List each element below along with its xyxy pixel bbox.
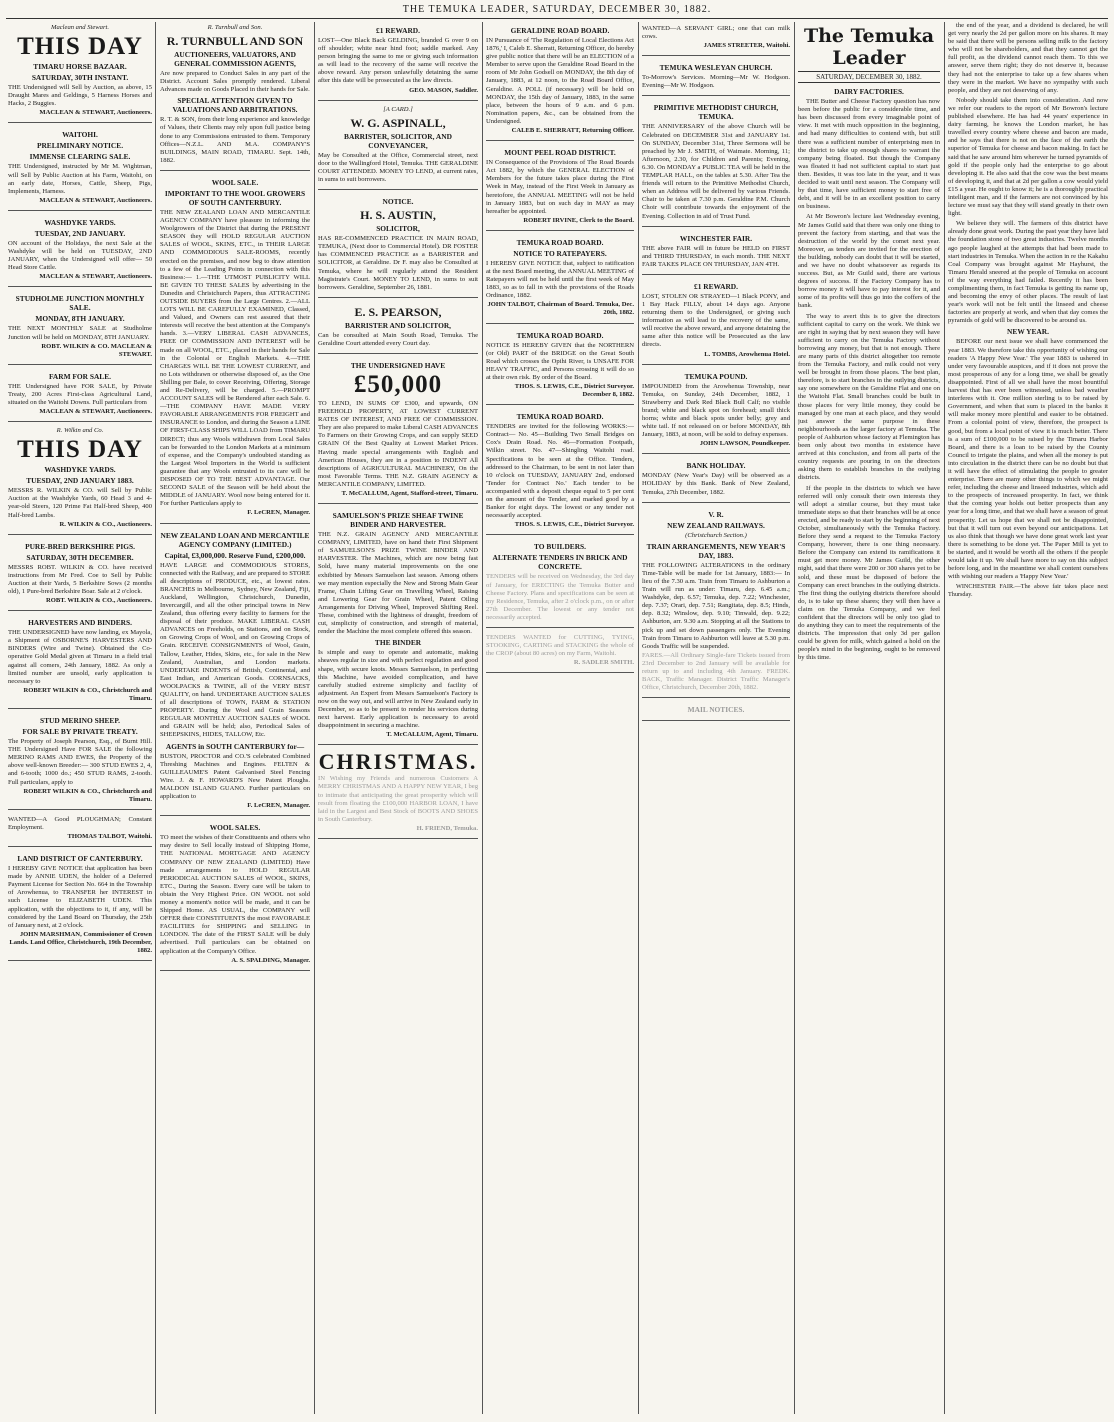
ad-body: Are now prepared to Conduct Sales in any part of the District. Account Sales promptly rendered. Liberal Advances made on Goods Placed in their hands for Sale.: [160, 70, 310, 94]
column-divider: [638, 22, 639, 1414]
ad-header: NOTICE.: [382, 197, 414, 207]
ad-land-district: [8, 850, 152, 961]
ad-headline: WASHDYKE YARDS.: [44, 217, 116, 227]
ad-headline: GERALDINE ROAD BOARD.: [510, 26, 610, 35]
column-5: [642, 22, 790, 1414]
ad-pearson: [318, 301, 478, 354]
ad-subhead: Capital, £3,000,000. Reserve Fund, £200,000.: [164, 550, 306, 560]
ad-body: The Property of Joseph Pearson, Esq., of Burnt Hill. THE Undersigned Have FOR SALE the following MERINO RAMS AND EWES, the Property of the above well-known Breeder:— 300 STUD EWES 2, 4, and 6-tooth; 1000 do.; 450 STUD RAMS, 2-tooth. Full particulars, apply to: [8, 738, 152, 786]
article-paragraph: Nobody should take them into consideration. And now we refer our readers to the report of Mr Bowron's lecture published elsewhere. He has had 44 years' experience in dairy farming, he knows the London market, he has travelled every country where cheese and bacon are made, and he says that there is not on the face of the earth the superior of Temuka for cheese and bacon making. In fact he said that he saw around him wherever he turned pyramids of gold if the people only had the enterprise to go about developing it. He also said that the cow was the best means of developing it, and that at 2d per gallon a cow would yield £15 a year. He ought to know it; he is a thoroughly practical intelligent man, and if the farmers are not convinced by his lecture we must say that they will stand greatly in their own light.: [948, 96, 1108, 218]
ad-subhead: NOTICE TO RATEPAYERS.: [513, 248, 607, 258]
ad-date: SATURDAY, 30TH INSTANT.: [31, 73, 129, 83]
ad-signature: JOHN LAWSON, Poundkeeper.: [699, 440, 790, 448]
ad-body: THE NEXT MONTHLY SALE at Studholme Junction will be held on MONDAY, 8TH JANUARY.: [8, 325, 152, 341]
ad-body: Can be consulted at Main South Road, Temuka. The Geraldine Court attended every Court day.: [318, 331, 478, 347]
column-6-editorial: [798, 22, 940, 1414]
ad-geraldine-road-board: [486, 22, 634, 141]
ad-headline: WAITOHI.: [62, 130, 98, 140]
masthead-rule: [6, 18, 1108, 19]
ad-body: IMPOUNDED from the Arowhenua Township, near Temuka, on Sunday, 24th December, 1882, 1 Strawberry and Dark Red Black Bull Calf; no visible brand; white and black spot on forehead; small thick horns; white and black spots under belly; grey and white tail. If not released on or before MONDAY, 8th January, 1883, at noon, will be sold to defray expenses.: [642, 382, 790, 439]
ad-signature: MACLEAN & STEWART, Auctioneers.: [39, 273, 152, 281]
ad-body: THE UNDERSIGNED have now landing, ex Mayola, a Shipment of OSBORNE'S HARVESTERS AND BINDERS (Wire and Twine). Obtained the Co-operative Gold Medal given at Timaru in a field trial against all comers, 24th January, 1882. As only a limited number are unsold, early application is necessary to: [8, 629, 152, 685]
ad-subhead: AGENTS in SOUTH CANTERBURY for—: [165, 741, 305, 751]
column-divider: [482, 22, 483, 1414]
ad-body: May be Consulted at the Office, Commercial street, next door to the Wallingford Hotel, Temuka. THE GERALDINE COURT ATTENDED. MONEY TO LEND, at current rates, in sums to suit borrowers.: [318, 151, 478, 184]
ad-signature: MACLEAN & STEWART, Auctioneers.: [39, 196, 152, 204]
ad-body: THE Undersigned, instructed by Mr M. Wightman, will Sell by Public Auction at his Farm, Waitohi, on an early date, Horses, Cattle, Sheep, Pigs, Implements, Harness.: [8, 163, 152, 195]
ad-headline: LAND DISTRICT OF CANTERBURY.: [17, 854, 143, 864]
ad-harvesters: [8, 614, 152, 709]
ad-headline: TEMUKA WESLEYAN CHURCH.: [659, 63, 773, 73]
article-paragraph: the end of the year, and a dividend is declared, he will get very nearly the 2d per gallon more on his shares. It may be said that there will be persons selling milk to the factory who will not be shareholders, and that they cannot get the full profit, as the dividend cannot reach them. To this we answer, serve them right; they do not deserve it, because they had not the enterprise to take up a few shares when they were in the market. We have no sympathy with such people, and they are not deserving of any.: [948, 22, 1108, 94]
ad-headline: THIS DAY: [17, 33, 143, 61]
ad-body: MESSRS R. WILKIN & CO. will Sell by Public Auction at the Washdyke Yards, 60 Head 3 and 4-year-old Steers, 120 Prime Fat Half-bred Sheep, 400 Half-bred Lambs.: [8, 487, 152, 519]
ad-body: TENDERS are invited for the following WORKS:— Contract— No. 45—Building Two Small Bridges on Cox's Drain Road. No. 46—Formation Footpath, Wilkin street. No. 47—Shingling Waitohi road. Specifications to be seen at the Office. Tenders, addressed to the Chairman, to be sent in not later than 10 o'clock on TUESDAY, JANUARY 2nd, endorsed 'Tender for Contract No.' Each tender to be accompanied with a deposit cheque equal to 5 per cent on the amount of the Tender, and marked good by a Banker for eight days. The lowest or any tender not necessarily accepted.: [486, 423, 634, 520]
ad-signature: THOMAS TALBOT, Waitohi.: [67, 832, 152, 840]
column-2: [160, 22, 310, 1414]
column-divider: [794, 22, 795, 1414]
ad-samuelson: [318, 507, 478, 745]
ad-headline: WOOL SALE.: [211, 177, 259, 187]
column-7-editorial: [948, 22, 1108, 1414]
ad-signature: R. WILKIN & CO., Auctioneers.: [59, 520, 152, 528]
ad-headline: STUDHOLME JUNCTION MONTHLY SALE.: [15, 294, 145, 313]
ad-signature: JOHN TALBOT, Chairman of Board. Temuka, Dec. 20th, 1882.: [487, 301, 634, 317]
ad-temuka-road-board-bridge: [486, 327, 634, 406]
ad-subhead: AUCTIONEERS, VALUATORS, AND GENERAL COMMISSION AGENTS,: [174, 50, 296, 69]
ad-body: To-Morrow's Services. Morning—Mr W. Hodgson. Evening—Mr W. Hodgson.: [642, 74, 790, 90]
ad-signature: F. LeCREN, Manager.: [247, 802, 310, 810]
ad-headline: £1 REWARD.: [376, 26, 420, 35]
ad-headline: R. TURNBULL AND SON: [166, 34, 304, 49]
article-paragraph: If the people in the districts to which we have referred will only consult their own interests they will adopt a similar course, but they must take immediate steps so that their branches will be at once erected, and be ready to start by the beginning of next October, simultaneously with the Temuka Factory. Before they send a request to the Temuka Factory Company, however, there is one thing necessary. Before the Company can extend its ramifications it must get more money. Mr James Guild, the other night, said that there were 200 or 300 shares yet to be sold, and these must be disposed of before the Company can erect branches in the outlying districts. The first thing the outlying districts therefore should do, is to take up these shares; they will then have a claim on the Temuka Company, and we feel confident that the directors will be only too glad to do anything they can to meet the requirements of the districts. The impression that only 3d per gallon could be given for milk, which gained a hold on the people's mind in the beginning, ought to be removed by this time.: [798, 484, 940, 662]
ad-signature: CALEB E. SHERRATT, Returning Officer.: [511, 127, 634, 135]
ad-body: LOST—One Black Back GELDING, branded G over 9 on off shoulder; white near hind foot; saddle marked. Any person bringing the same to me or giving such information as will lead to the recovery of the same will receive the above reward. Any person unlawfully detaining the same after this date will be prosecuted as the law directs.: [318, 37, 478, 85]
ad-headline: SAMUELSON'S PRIZE SHEAF TWINE BINDER AND HARVESTER.: [332, 511, 464, 530]
ad-subhead: THE BINDER: [374, 638, 422, 648]
article-paragraph: THE Butter and Cheese Factory question has now been before the public for a considerable time, and has been discussed from every imaginable point of view. It met with much opposition in the beginning, and had many difficulties to contend with, but still there was a sufficient number of enterprising men in the district to take up enough shares to warrant the company being floated. But though the Company was floated it had not sufficient capital to start just then. Besides, it was too late in the year, and it was decided to wait until next season. The Company will by that time, have sufficient money to start free of debt, and it will be in an excellent position to carry on business.: [798, 98, 940, 211]
ad-headline: HARVESTERS AND BINDERS.: [28, 618, 132, 628]
ad-body: IN Wishing my Friends and numerous Customers A MERRY CHRISTMAS AND A HAPPY NEW YEAR, I beg to intimate that anticipating the great prosperity which will result from floating the £100,000 HARBOR LOAN, I have laid in the Largest and Best Stock of BOOTS AND SHOES in South Canterbury.: [318, 775, 478, 823]
ad-subhead: SOLICITOR,: [376, 224, 420, 234]
ad-studholme: [8, 290, 152, 364]
ad-body: HAVE LARGE and COMMODIOUS STORES, connected with the Railway, and are prepared to STORE all descriptions of PRODUCE, etc., at lowest rates. BRANCHES in Melbourne, Sydney, New Zealand, Fiji, Auckland, Wellington, Christchurch, Dunedin, Invercargill, and all the other principal towns in New Zealand, thus offering every facility to farmers for the disposal of their produce. MAKE LIBERAL CASH ADVANCES on Freeholds, on Stations, and on Stock, on Growing Crops of Wool, and on Growing Crops of Grain. RECEIVE CONSIGNMENTS of Wool, Grain, Tallow, Leather, Hides, Skins, etc., for sale in the New Zealand, Australian, and London markets. UNDERTAKE INDENTS of British, Continental, and East Indian, and American Goods. CORNSACKS, WOOLPACKS & TWINE, all of the VERY BEST QUALITY, on hand. UNDERTAKE AUCTION SALES of all descriptions of TOWN, FARM & STATION PROPERTY. During the Wool and Grain Seasons REGULAR MONTHLY AUCTION SALES of WOOL and GRAIN will be held; also, Periodical Sales of SHEEPSKINS, HIDES, TALLOW, Etc.: [160, 561, 310, 739]
column-1: [8, 22, 152, 1414]
ad-wesleyan-church: [642, 59, 790, 96]
ad-temuka-pound: [642, 368, 790, 455]
ad-body: THE NEW ZEALAND LOAN AND MERCANTILE AGENCY COMPANY have pleasure in informing the Woolgrowers of the District that during the PRESENT SEASON they will HOLD REGULAR AUCTION SALES of WOOL, SKINS, ETC., in THEIR LARGE AND COMMODIOUS SALE-ROOMS, recently erected on the premises, and now beg to draw attention to a few of the Leading Points in connection with this Business:— 1.—THE UTMOST PUBLICITY WILL BE GIVEN TO THESE SALES by advertising in the Dunedin and Christchurch Papers, thus ATTRACTING OUTSIDE BUYERS from the Large Centres. 2.—ALL LOTS WILL BE CAREFULLY EXAMINED, Classed, and Valued, and Owners can rest assured that their interests will receive the best attention at the Company's hands. 3.—VERY LIBERAL CASH ADVANCES, FREE OF COMMISSION AND INTEREST will be made on all WOOL, ETC., placed in their hands for Sale in the Colonial or English Markets. 4.—THE CHARGES WILL BE THE LOWEST CURRENT, and no Lots withdrawn or otherwise disposed of, as the One Shilling per Bale, to cover Receiving, Offering, Storage and Re-Delivery, will be charged. 5.—PROMPT ACCOUNT SALES will be Rendered after each Sale. 6.—THE COMPANY HAVE MADE VERY FAVORABLE ARRANGEMENTS FOR FREIGHT and INSURANCE to London, and during the Season a LINE OF FIRST-CLASS SHIPS WILL LOAD from TIMARU DIRECT; thus any Wools withdrawn from Local Sales can be forwarded to the London Markets at a minimum of expense, and the Company's undoubted standing as the Largest Wool Importers in the World is sufficient guarantee that any Wools entrusted to its care will be DISPOSED OF TO THE BEST ADVANTAGE. Our SECOND SALE of the Season will be held about the MIDDLE of JANUARY. Wool now being entered for it. For further Particulars apply to: [160, 208, 310, 508]
ad-signature: JOHN MARSHMAN, Commissioner of Crown Lands. Land Office, Christchurch, 19th December, 1882.: [9, 930, 152, 954]
ad-mail-notices: [642, 701, 790, 721]
article-paragraph: BEFORE our next issue we shall have commenced the year 1883. We therefore take this opportunity of wishing our readers 'A Happy New Year.' The year 1883 is ushered in under very favourable auspices, and if it does not prove the most prosperous of any for a long time, we shall be greatly disappointed. First of all we shall have the most bountiful harvest that has ever been witnessed, unless bad weather interferes with it. One million sterling is to be raised by Government, and when that sum is placed in the banks it will make money more plentiful and easier to be obtained. From a colonial point of view, therefore, the prospect is good, but from a local point of view it is much better. There is a sum of £100,000 to be raised by the Timaru Harbor Board, and there is a loan to be raised by the County Council to irrigate the plains, and when all the money is put into circulation in the district there can be no doubt but that it will have the effect of stimulating the people to greater enterprise. There are many other things to which we might refer, including the cheese and linseed industries, which add to the prospects of increased prosperity. In fact, we think that the coming year holds out better prospects than any year for a long time, and that we shall have a season of great prosperity. Let us hope that we shall not be disappointed, but that it will turn out even beyond our anticipations. Let us also think that though we have done great work last year there is something to be done yet. The Paper Mill is yet to be started, and it would be worth all the others if the people would take it up. We shall have more to say on this subject before long, and in the meantime we shall content ourselves with wishing our readers a 'Happy New Year.': [948, 338, 1108, 581]
column-3: [318, 22, 478, 1414]
ad-subhead: BARRISTER, SOLICITOR, AND CONVEYANCER,: [344, 131, 452, 150]
ad-signature: ROBT. WILKIN & CO., Auctioneers.: [46, 597, 152, 605]
ad-body: I HEREBY GIVE NOTICE that application has been made by ANNIE UDEN, the holder of a Deferred Payment License for Section No. 664 in the Township of Arowhenua, to TRANSFER her INTEREST in such License to ELIZABETH UDEN. This application, with the objections to it, if any, will be considered by the Land Board on Thursday, the 25th of January next, at 2 o'clock.: [8, 865, 152, 929]
ad-header: R. Wilkin and Co.: [56, 427, 104, 435]
ad-subhead: FOR SALE BY PRIVATE TREATY.: [22, 727, 138, 737]
ad-aspinall: [318, 104, 478, 190]
ad-body: R. T. & SON, from their long experience and knowledge of Values, their Clients may rely upon full justice being done to any Commissions entrusted to them. Temporary Offices—N.Z.L. AND M.A. COMPANY'S BUILDINGS, MAIN ROAD, TIMARU. Sept. 14th, 1882.: [160, 116, 310, 164]
ad-body: Is simple and easy to operate and automatic, making sheaves regular in size and with perfect regulation and good shape, with secure knots. Messrs Samuelson, in perfecting this Machine, have avoided complication, and have carefully studied extreme simplicity and facility of adjustment. An Expert from Messrs Samuelson's Factory is now on the way out, and will arrive in New Zealand early in December, so as to be present to render his services during next harvest. Early application is necessary to avoid disappointment in securing a machine.: [318, 649, 478, 730]
article-paragraph: We believe they will. The farmers of this district have already done great work. During the past year they have laid the foundation stone of two great industries. Twelve months ago people laughed at the attempts that had been made to start industries in Temuka. When the action in re the Kakahu Coal Company was brought against Mr Hayhurst, the Timaru Herald sneered at the people of Temuka on account of the way everything had failed. Recently it has been complimenting them, in fact Temuka is getting its name up, and becoming the envy of other places. The result of last year's work will not be felt until the linseed and cheese factories are properly at work, and when that day comes the pyramids of gold will be discovered to be around us.: [948, 220, 1108, 325]
ad-bank-holiday: [642, 457, 790, 502]
ad-headline: NEW ZEALAND RAILWAYS.: [667, 520, 765, 530]
ad-headline: TO BUILDERS.: [533, 542, 587, 552]
ad-signature: MACLEAN & STEWART, Auctioneers.: [39, 408, 152, 416]
news-item: WINCHESTER FAIR.—The above fair takes place next Thursday.: [948, 583, 1108, 599]
ad-signature: T. McCALLUM, Agent, Stafford-street, Timaru.: [341, 490, 478, 497]
ad-subhead: TIMARU HORSE BAZAAR.: [33, 62, 127, 72]
ad-date: TUESDAY, 2ND JANUARY 1883.: [26, 476, 134, 486]
ad-austin: [318, 193, 478, 298]
masthead: THE TEMUKA LEADER, SATURDAY, DECEMBER 30, 1882.: [402, 4, 712, 15]
ad-headline: WOOL SALES.: [209, 823, 261, 833]
ad-body: THE FOLLOWING ALTERATIONS in the ordinary Time-Table will be made for 1st January, 1883:— In lieu of the 7.30 a.m. Train from Timaru to Ashburton a Train will run as under: Timaru, dep. 6.45 a.m.; Washdyke, dep. 6.57; Temuka, dep. 7.22; Winchester, dep. 7.37; Orari, dep. 7.51; Rangitata, dep. 8.5; Hinds, dep. 8.32; Winslow, dep. 9.10; Tinwald, dep. 9.22; Ashburton, arr. 9.30 a.m. Stopping at all the Stations to pick up and set down passengers only. The Evening Train from Timaru to Ashburton will leave at 5.30 p.m. Goods Traffic will be suspended.: [642, 561, 790, 650]
ad-christmas: [318, 748, 478, 839]
ad-subhead: TRAIN ARRANGEMENTS, NEW YEAR'S DAY, 1883.: [646, 541, 786, 560]
ad-merino-sheep: [8, 712, 152, 810]
ad-body: MESSRS ROBT. WILKIN & CO. have received instructions from Mr Fred. Coe to Sell by Public Auction at their Yards, 5 Berkshire Sows (2 months old), 1 Pure-bred Berkshire Boar. Sale at 2 o'clock.: [8, 563, 152, 595]
ad-ploughman: [8, 813, 152, 847]
ad-body: HAS RE-COMMENCED PRACTICE IN MAIN ROAD, TEMUKA, (Next door to Commercial Hotel). DR FOSTER has COMMENCED PRACTICE as a BARRISTER and SOLICITOR, at Geraldine. Dr F. may also be Consulted at Temuka, where he will regularly attend the Resident Magistrate's Court. MONEY TO LEND, in sums to suit borrowers. Geraldine, September 26, 1881.: [318, 235, 478, 291]
ad-headline: £50,000: [353, 370, 443, 398]
ad-signature: ROBERT IRVINE, Clerk to the Board.: [523, 216, 634, 224]
ad-farm-for-sale: [8, 368, 152, 422]
ad-subhead: WASHDYKE YARDS.: [44, 465, 116, 475]
column-divider: [944, 22, 945, 1414]
ad-subhead: (Christchurch Section.): [685, 531, 747, 539]
ad-headline: TEMUKA ROAD BOARD.: [516, 330, 604, 340]
ad-signature: ROBERT WILKIN & CO., Christchurch and Timaru.: [23, 787, 152, 803]
ad-signature: MACLEAN & STEWART, Auctioneers.: [39, 109, 152, 117]
article-heading: DAIRY FACTORIES.: [834, 87, 904, 97]
ad-signature: A. S. SPALDING, Manager.: [231, 956, 310, 964]
ad-body: THE ANNIVERSARY of the above Church will be Celebrated on DECEMBER 31st and JANUARY 1st. On SUNDAY, December 31st, Three Sermons will be preached by Mr J. SMITH, of Waimate. Morning, 11; Afternoon, 2.30, for Children and Parents; Evening, 6.30. On MONDAY a PUBLIC TEA will be held in the TEMPLAR HALL, on the tables at 5.30. After Tea the friends will return to the Primitive Methodist Church, when an Address will be delivered by various Friends. Chair to be taken at 7.30 p.m. Geraldine P.M. Church Choir will contribute towards the enjoyment of the Evening. Collection in aid of Trust Fund.: [642, 123, 790, 220]
ad-nz-loan: [160, 527, 310, 817]
ad-signature: F. LeCREN, Manager.: [247, 509, 310, 517]
ad-headline: BANK HOLIDAY.: [686, 461, 746, 471]
ad-body: LOST, STOLEN OR STRAYED—1 Black PONY, and 1 Bay Hack FILLY, about 14 days ago. Anyone returning them to the Undersigned, or giving such information as will lead to the recovery of the same, will receive the above reward, and anyone detaining the same after this notice will be Prosecuted as the law directs.: [642, 292, 790, 349]
ad-body: WANTED—A Good PLOUGHMAN; Constant Employment.: [8, 815, 152, 831]
article-paragraph: At Mr Bowron's lecture last Wednesday evening, Mr James Guild said that there was only one thing to prevent the factory from starting, and that was the destruction of the world by the comet next year. Moreover, as tenders are invited for the erection of the building, nobody can doubt that it will be started, and we have no doubt whatsoever as regards its success. But, as Mr Guild said, there are various degrees of success. If the Factory Company has to borrow money it will have to pay interest for it, and some of its profits will thus go into the coffers of the bank.: [798, 213, 940, 310]
ad-body: THE above FAIR will in future be HELD on FIRST and THIRD THURSDAY, in each month. THE NEXT FAIR TAKES PLACE ON THURSDAY, JAN 4TH.: [642, 244, 790, 268]
ad-signature: JAMES STREETER, Waitohi.: [703, 42, 790, 50]
ad-headline: H. S. AUSTIN,: [360, 208, 436, 223]
ad-reward-pony: [642, 278, 790, 365]
ad-body: THE N.Z. GRAIN AGENCY AND MERCANTILE COMPANY, LIMITED, have on hand their First Shipment of SAMUELSON'S PRIZE TWINE BINDER AND HARVESTER. The Machines, which are now being fast Sold, have many material improvements on the one exhibited by Messrs Samuelson last season. Among others we may mention especially the New and Strong Main Gear Frame, Chain Lifting Gear on Travelling Wheel, Raising and Lowering Gear for Grain Wheel, Patent Oiling Arrangements for Driving Wheel, Improved Shifting Reel. These, combined with the lightness of draught, freedom of cut, simplicity of construction, and strength of material, render the Machine the most complete offered this season.: [318, 531, 478, 636]
ad-headline: PRIMITIVE METHODIST CHURCH, TEMUKA.: [653, 103, 779, 122]
ad-subhead: SPECIAL ATTENTION GIVEN TO VALUATIONS AND ARBITRATIONS.: [172, 96, 298, 115]
ad-date: TUESDAY, 2ND JANUARY.: [34, 228, 126, 238]
ad-body: ON account of the Holidays, the next Sale at the Washdyke will be held on TUESDAY, 2ND JANUARY, when the Undersigned will offer— 50 Head Store Cattle.: [8, 239, 152, 272]
ad-body: TENDERS WANTED for CUTTING, TYING, STOOKING, CARTING and STACKING the whole of the CROP (about 80 acres) on my Farm, Waitohi.: [486, 633, 634, 658]
ad-headline: TEMUKA POUND.: [684, 371, 748, 381]
ad-headline: £1 REWARD.: [694, 281, 738, 291]
ad-body: TO meet the wishes of their Constituents and others who may desire to Sell locally instead of Shipping Home, THE NATIONAL MORTGAGE AND AGENCY COMPANY OF NEW ZEALAND (LIMITED) Have made arrangements to HOLD REGULAR PERIODICAL AUCTION SALES of WOOL, SKINS, ETC., During the Season. Every care will be taken to obtain the Very Highest Price. ON WOOL not sold money a moment's notice will be made, and it can be Shipped Home. AS USUAL, the COMPANY will OFFER their CONSTITUENTS the most FAVORABLE FACILITIES for SHIPPING and SELLING in LONDON. The date of the FIRST SALE will be duly advertised. Full particulars can be obtained on application at the Company's Office.: [160, 834, 310, 955]
ad-headline: CHRISTMAS.: [318, 749, 478, 775]
ad-temuka-road-board-ratepayers: [486, 234, 634, 324]
article-paragraph: The way to avert this is to give the directors sufficient capital to carry on the work. We think we are right in saying that by next season they will have sufficient to carry on the Temuka Factory without borrowing any money, but that is not enough. There are many parts of this district altogether too remote from the Temuka Factory, and milk could not very well be brought in from those places. The best plan, therefore, is to start branches in the outlying districts, say one somewhere on the Geraldine Flat and one on the Waitohi Flat. Small branches could be built in those places for very little money, they could be managed by one man at each place, and they would just answer the same purpose in these neighbourhoods as the larger factory at Temuka. The people of Ashburton whose factory at Flemington has been only about two months in existence have arrived at this conclusion, and from all parts of the country requests are pouring in on the directors asking them to establish branches in the outlying districts.: [798, 312, 940, 482]
ad-turnbull: [160, 22, 310, 171]
column-4: [486, 22, 634, 1414]
ad-winchester-fair: [642, 230, 790, 275]
column-divider: [314, 22, 315, 1414]
ad-subhead: ALTERNATE TENDERS IN BRICK AND CONCRETE.: [492, 553, 628, 572]
ad-to-builders: [486, 538, 634, 628]
editorial-date: SATURDAY, DECEMBER 30, 1882.: [798, 71, 940, 83]
ad-servant-girl: [642, 22, 790, 56]
ad-date: SATURDAY, 30TH DECEMBER.: [26, 552, 134, 562]
ad-waitohi: [8, 126, 152, 210]
ad-headline: STUD MERINO SHEEP.: [39, 716, 120, 726]
ad-body: IN Pursuance of 'The Regulation of Local Elections Act 1876,' I, Caleb E. Sherratt, Returning Officer, do hereby give public notice that there will be an ELECTION of a Member to serve upon the Geraldine Road Board in the room of Mr John Godsell on MONDAY, the 8th day of January, 1883, at 12 noon, to the Road Board Office, Geraldine. A POLL (if necessary) will be held on MONDAY, the 15th day of January, 1883, in the same place, between the hours of 9 a.m. and 6 p.m. Nomination papers, &c., can be obtained from the Undersigned.: [486, 37, 634, 125]
ad-signature: ROBERT WILKIN & CO., Christchurch and Timaru.: [23, 686, 152, 702]
ad-reward-gelding: [318, 22, 478, 101]
ad-nz-railways: [642, 506, 790, 699]
ad-headline: E. S. PEARSON,: [354, 304, 442, 319]
ad-berkshire-pigs: [8, 538, 152, 611]
ad-signature: T. McCALLUM, Agent, Timaru.: [386, 731, 478, 739]
ad-headline: THIS DAY: [17, 436, 143, 464]
ad-headline: MOUNT PEEL ROAD DISTRICT.: [504, 148, 616, 158]
ad-headline: PURE-BRED BERKSHIRE PIGS.: [25, 541, 135, 551]
ad-headline: TEMUKA ROAD BOARD.: [516, 412, 604, 422]
ad-signature: R. SADLER SMITH.: [573, 659, 634, 667]
ad-subhead: IMMENSE CLEARING SALE.: [29, 152, 131, 162]
ad-50000: [318, 357, 478, 504]
ad-body: I HEREBY GIVE NOTICE that, subject to ratification at the next Board meeting, the ANNUAL MEETING of Ratepayers will not be held until the first week of May 1883, so as to fall in with the provisions of the Roads Ordinance, 1882.: [486, 259, 634, 300]
ad-body: IN Consequence of the Provisions of The Road Boards Act 1882, by which the GENERAL ELECTION of Members for the future takes place during the First Week in May, instead of the First Week in January as heretofore, the ANNUAL MEETING will not be held in January 1883, but on such day in MAY as may hereafter be appointed.: [486, 159, 634, 215]
ad-signature: THOS. S. LEWIS, C.E., District Surveyor.: [514, 521, 634, 529]
ad-body: TENDERS will be received on Wednesday, the 3rd day of January, for ERECTING the Temuka Butter and Cheese Factory. Plans and specifications can be seen at my Residence, Temuka, after 2 o'clock p.m., on or after 27th December. The lowest or any tender not necessarily accepted.: [486, 573, 634, 621]
ad-header: [A CARD.]: [383, 105, 413, 113]
ad-headline: W. G. ASPINALL,: [350, 115, 446, 130]
ad-body: MONDAY (New Year's Day) will be observed as a HOLIDAY by this Bank. Bank of New Zealand, Temuka, 27th December, 1882.: [642, 472, 790, 496]
article-heading: NEW YEAR.: [1007, 327, 1049, 337]
ad-body: NOTICE IS HEREBY GIVEN that the NORTHERN (or Old) PART of the BRIDGE on the Great South Road which crosses the Opihi River, is UNSAFE FOR HEAVY TRAFFIC, and Persons crossing it will do so at their own risk. By order of the Board.: [486, 341, 634, 381]
newspaper-title: The Temuka Leader: [803, 25, 935, 69]
column-divider: [155, 22, 156, 1414]
ad-body: THE Undersigned will Sell by Auction, as above, 15 Draught Mares and Geldings, 5 Harness Horses and Hacks, 2 Buggies.: [8, 84, 152, 108]
ad-date: MONDAY, 8TH JANUARY.: [35, 314, 125, 324]
ad-headline: NEW ZEALAND LOAN AND MERCANTILE AGENCY COMPANY (LIMITED.): [160, 530, 310, 549]
ad-signature: L. TOMBS, Arowhenua Hotel.: [704, 350, 790, 358]
ad-tenders-cutting: [486, 631, 634, 673]
ad-temuka-road-board-tenders: [486, 408, 634, 535]
ad-horse-bazaar: [8, 22, 152, 123]
ad-washdyke: [8, 214, 152, 287]
ad-signature: THOS. S. LEWIS, C.E., District Surveyor. December 8, 1882.: [514, 383, 634, 399]
ad-wool-sales: [160, 819, 310, 971]
ad-headline: TEMUKA ROAD BOARD.: [516, 237, 604, 247]
ad-signature: GEO. MASON, Saddler.: [409, 86, 478, 94]
ad-crest-text: V. R.: [708, 509, 724, 519]
ad-signature: ROBT. WILKIN & CO. MACLEAN & STEWART.: [41, 342, 152, 358]
ad-body: FARES.—All Ordinary Single-fare Tickets issued from 23rd December to 2nd January will be available for return up to and including 4th January. FREDK. BACK, Traffic Manager. District Traffic Manager's Office, Christchurch, December 20th, 1882.: [642, 651, 790, 692]
ad-subhead: BARRISTER AND SOLICITOR,: [344, 320, 452, 330]
ad-subhead: PRELIMINARY NOTICE.: [36, 141, 124, 151]
ad-signature: H. FRIEND, Temuka.: [416, 824, 478, 832]
ad-body: BUSTON, PROCTOR and CO.'S celebrated Combined Threshing Machines and Engines. FELTEN & GUILLEAUME'S Patent Galvanised Steel Fencing Wire. J. & F. HOWARD'S New Patent Ploughs. MALDON ISLAND GUANO. Further particulars on application to: [160, 752, 310, 801]
ad-mount-peel: [486, 144, 634, 231]
ad-headline: WINCHESTER FAIR.: [679, 233, 753, 243]
ad-headline: FARM FOR SALE.: [48, 371, 112, 381]
ad-body: THE Undersigned have FOR SALE, by Private Treaty, 200 Acres First-class Agricultural Land, situated on the Waitohi Downs. Full particulars from: [8, 382, 152, 406]
ad-body: TO LEND, IN SUMS OF £300, and upwards, ON FREEHOLD PROPERTY, AT LOWEST CURRENT RATES OF INTEREST, AND FREE OF COMMISSION. They are also prepared to make Liberal CASH ADVANCES To Farmers on their Growing Crops, and can supply SEED GRAIN Of the Best Quality at Lowest Market Prices. Having made special arrangements with English and American Houses, they are in a position to INDENT All descriptions of AGRICULTURAL MACHINERY, On the most Favorable Terms. THE N.Z. GRAIN AGENCY & MERCANTILE COMPANY, LIMITED.: [318, 399, 478, 488]
ad-wilkin-this-day: [8, 425, 152, 535]
ad-subhead: IMPORTANT TO THE WOOL GROWERS OF SOUTH CANTERBURY.: [164, 188, 306, 207]
ad-headline: MAIL NOTICES.: [687, 705, 745, 715]
ad-body: WANTED—A SERVANT GIRL; one that can milk cows.: [642, 25, 790, 41]
ad-header: Maclean and Stewart.: [50, 24, 110, 31]
ad-primitive-methodist: [642, 99, 790, 226]
ad-header: THE UNDERSIGNED HAVE: [350, 360, 446, 370]
ad-header: R. Turnbull and Son.: [207, 24, 263, 31]
ad-wool-sale: [160, 174, 310, 524]
